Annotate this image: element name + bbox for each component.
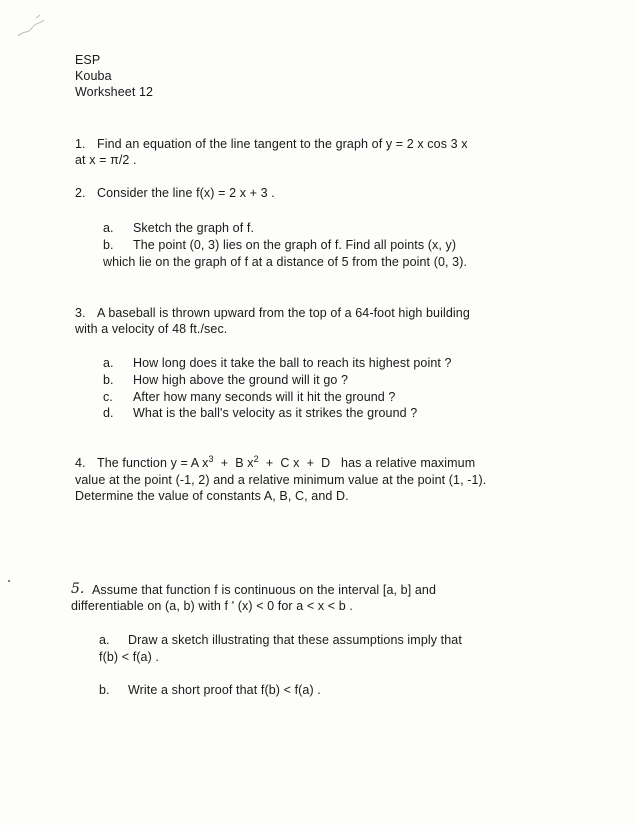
- problem-3d-label: d.: [103, 406, 114, 420]
- problem-3b-text: How high above the ground will it go ?: [133, 373, 349, 387]
- problem-5b-label: b.: [99, 683, 110, 697]
- problem-2b-text-2: which lie on the graph of f at a distance of 5 from the point (0, 3).: [103, 255, 468, 269]
- problem-4-line-2: value at the point (-1, 2) and a relative minimum value at the point (1, -1).: [75, 473, 487, 487]
- header-instructor: Kouba: [75, 69, 112, 83]
- problem-3c-text: After how many seconds will it hit the ground ?: [133, 390, 396, 404]
- problem-5-number: 5.: [71, 581, 85, 597]
- problem-1-line-2: at x = π/2 .: [75, 153, 137, 167]
- problem-2a-label: a.: [103, 221, 114, 235]
- problem-4-line-1: [97, 455, 475, 471]
- problem-2-number: 2.: [75, 186, 86, 200]
- problem-3a-label: a.: [103, 356, 114, 370]
- header-worksheet: Worksheet 12: [75, 85, 154, 99]
- problem-2-line-1: Consider the line f(x) = 2 x + 3 .: [97, 186, 275, 200]
- problem-4-func-tail: + C x + D has a relative maximum: [258, 456, 476, 470]
- scan-speck: [8, 580, 10, 582]
- problem-4-exp-2: 2: [253, 453, 259, 464]
- problem-3c-label: c.: [103, 390, 113, 404]
- problem-3d-text: What is the ball's velocity as it strikes the ground ?: [133, 406, 418, 420]
- problem-2b-label: b.: [103, 238, 114, 252]
- problem-5-line-2: differentiable on (a, b) with f ' (x) < 0 for a < x < b .: [71, 599, 353, 613]
- problem-5a-text-1: Draw a sketch illustrating that these assumptions imply that: [128, 633, 462, 647]
- problem-3b-label: b.: [103, 373, 114, 387]
- header-course: ESP: [75, 53, 101, 67]
- problem-3-number: 3.: [75, 306, 86, 320]
- problem-4-func-mid: + B x: [213, 456, 254, 470]
- problem-1-line-1: Find an equation of the line tangent to the graph of y = 2 x cos 3 x: [97, 137, 468, 151]
- problem-5b-text: Write a short proof that f(b) < f(a) .: [128, 683, 321, 697]
- problem-1-number: 1.: [75, 137, 86, 151]
- problem-3-line-1: A baseball is thrown upward from the top of a 64-foot high building: [97, 306, 470, 320]
- problem-4-line-3: Determine the value of constants A, B, C, and D.: [75, 489, 349, 503]
- problem-4-func-start: The function y = A x: [97, 456, 209, 470]
- problem-5a-label: a.: [99, 633, 110, 647]
- problem-4-exp-3: 3: [208, 453, 214, 464]
- problem-2a-text: Sketch the graph of f.: [133, 221, 255, 235]
- problem-3-line-2: with a velocity of 48 ft./sec.: [75, 322, 228, 336]
- problem-2b-text-1: The point (0, 3) lies on the graph of f. Find all points (x, y): [133, 238, 457, 252]
- problem-5a-text-2: f(b) < f(a) .: [99, 650, 159, 664]
- corner-scribble: [14, 12, 54, 42]
- problem-5-line-1: Assume that function f is continuous on the interval [a, b] and: [92, 583, 437, 597]
- problem-4-number: 4.: [75, 456, 86, 470]
- problem-3a-text: How long does it take the ball to reach its highest point ?: [133, 356, 452, 370]
